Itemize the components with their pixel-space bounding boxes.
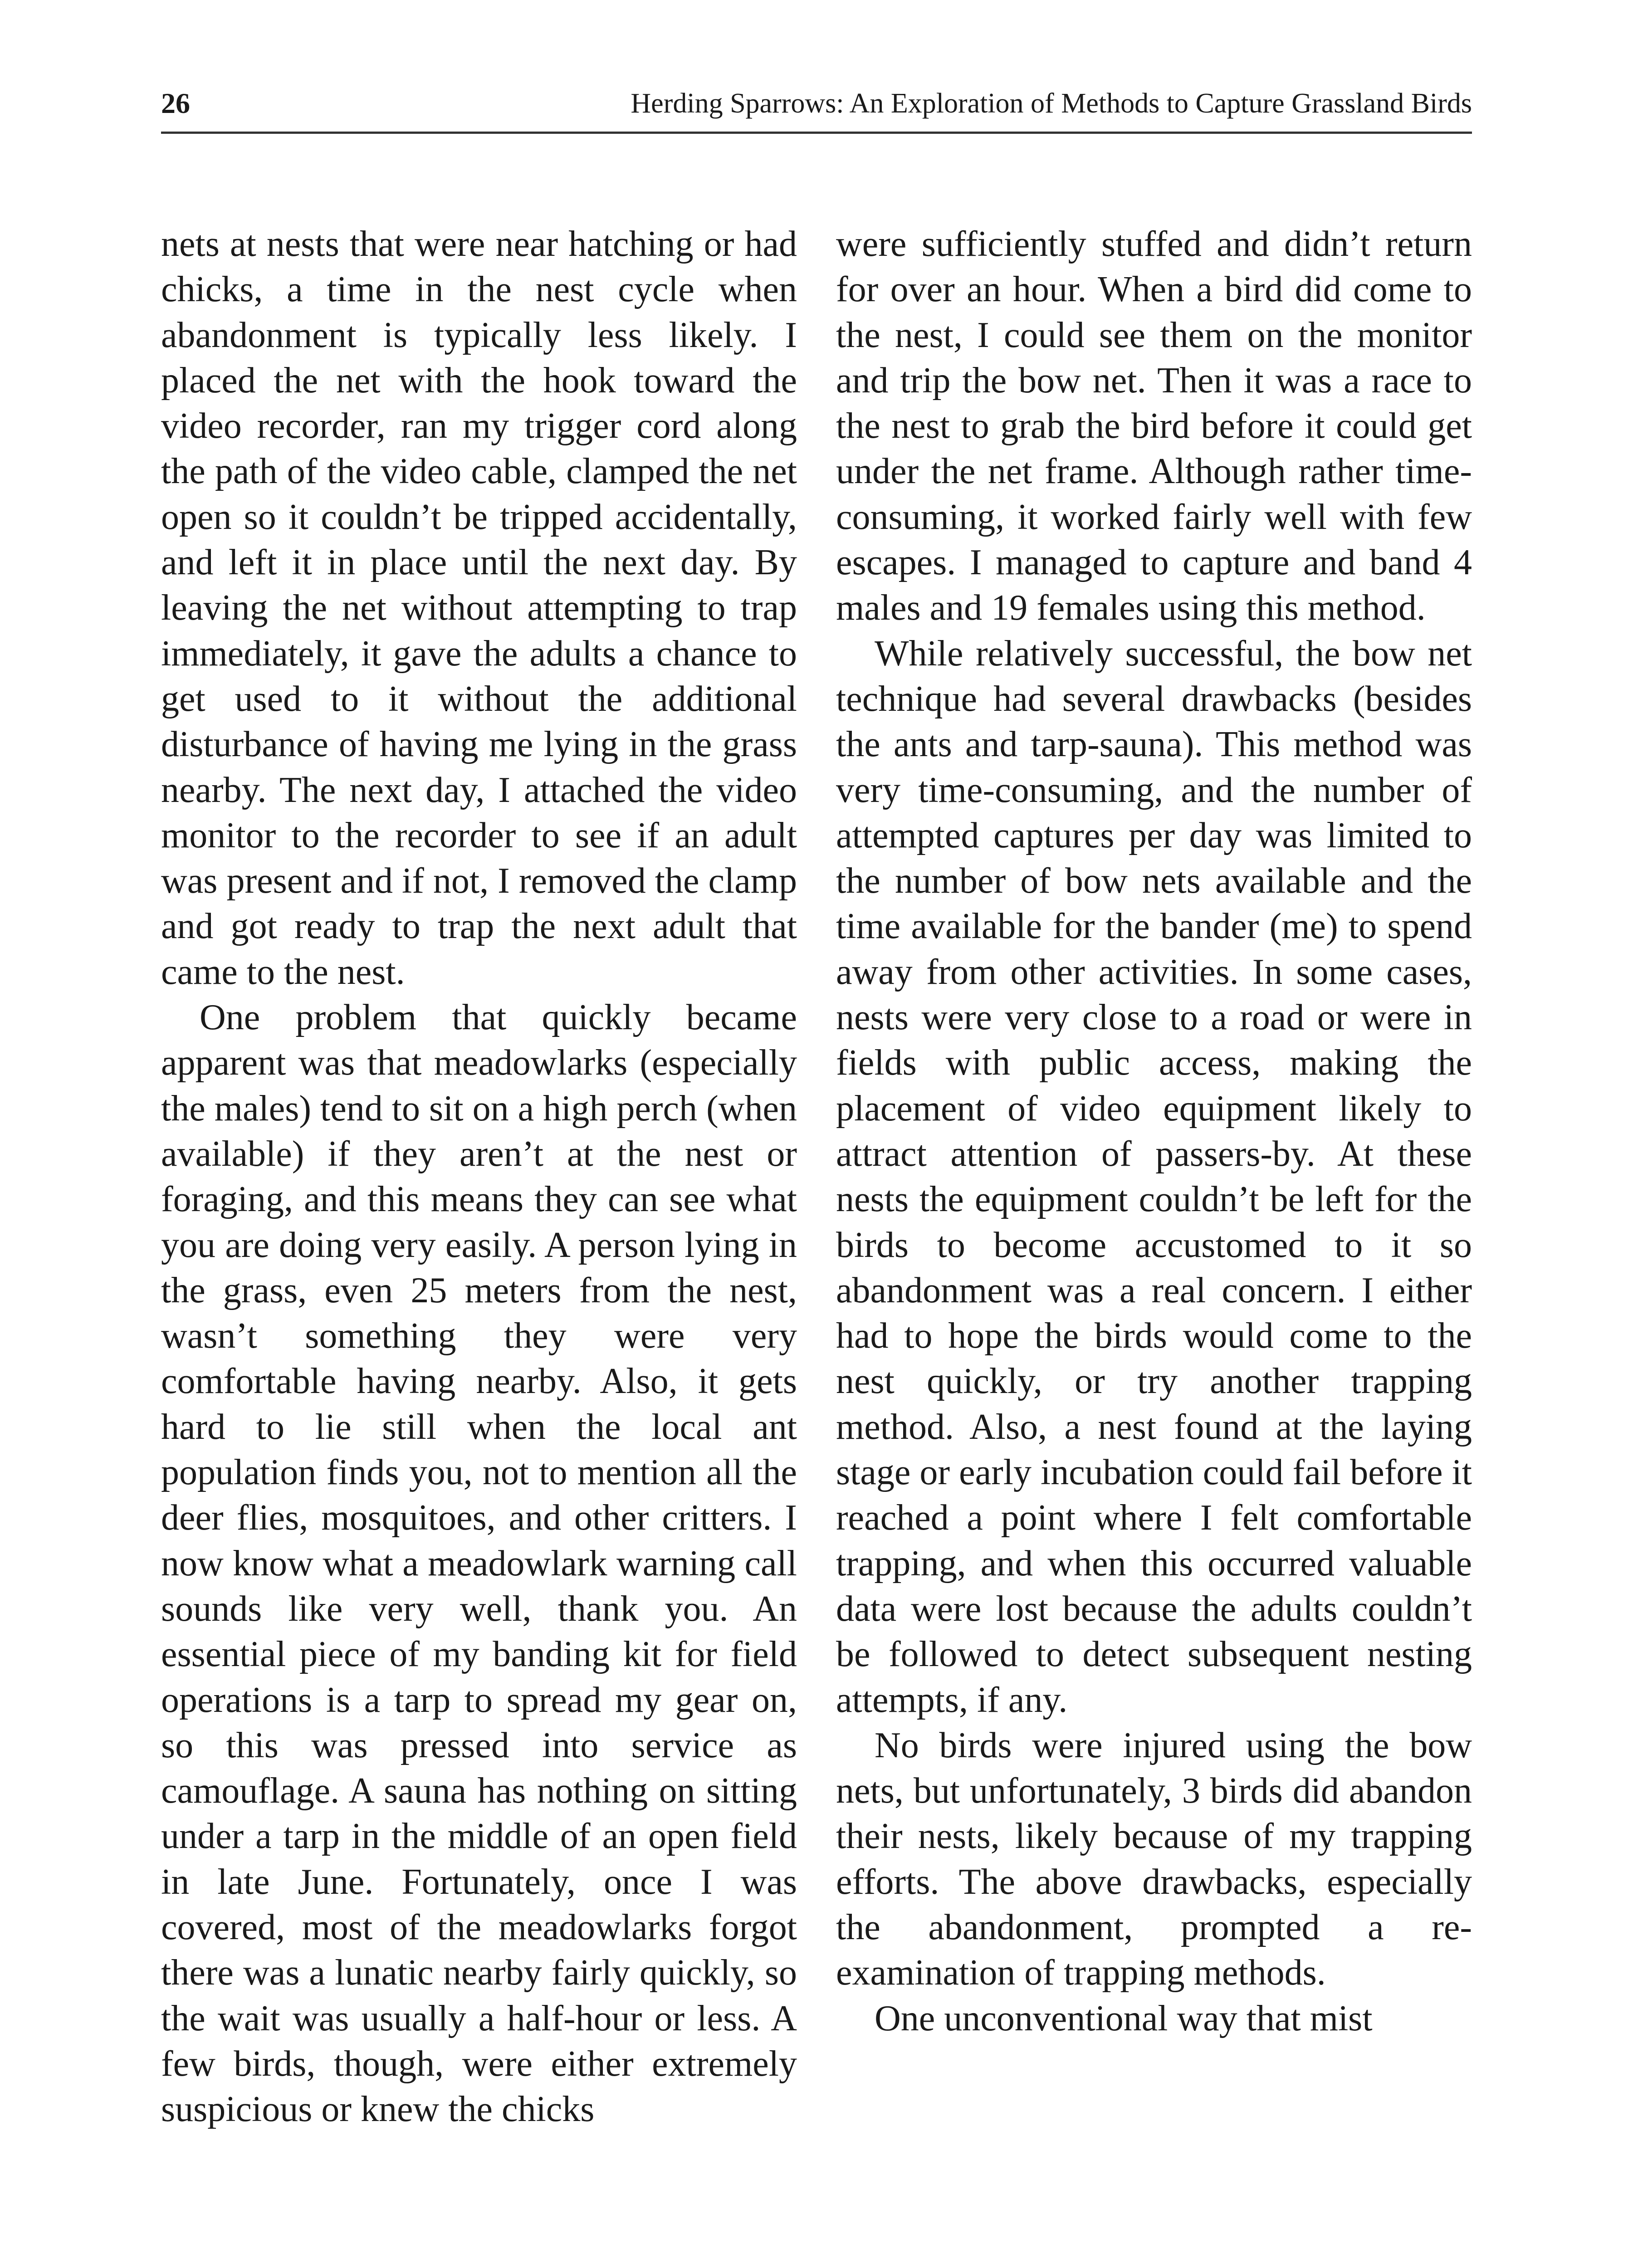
body-paragraph: One unconventional way that mist [875, 1998, 1373, 2038]
body-paragraph: While relatively successful, the bow net technique had several drawbacks (besides the ants and tarp-sauna). This method was very time-consuming, and the number of attempted captures per day was limited to the number of bow nets available and the time available for the bander (me) to spend away from other activities. In some cases, nests were very close to a road or were in fields with public access, making the placement of video equipment likely to attract attention of passers-by. At these nests the equipment couldn’t be left for the birds to become accustomed to it so abandonment was a real concern. I either had to hope the birds would come to the nest quickly, or try another trapping method. Also, a nest found at the laying stage or early incubation could fail before it reached a point where I felt comfortable trapping, and when this occurred valuable data were lost because the adults couldn’t be followed to detect subsequent nesting attempts, if any. [836, 633, 1472, 1720]
page-number: 26 [161, 87, 190, 119]
left-column [161, 221, 797, 2132]
body-paragraph: One problem that quickly became apparent was that meadowlarks (especially the males) tend to sit on a high perch (when available) if they aren’t at the nest or foraging, and this means they can see what you are doing very easily. A person lying in the grass, even 25 meters from the nest, wasn’t something they were very comfortable having nearby. Also, it gets hard to lie still when the local ant population finds you, not to mention all the deer flies, mosquitoes, and other critters. I now know what a meadowlark warning call sounds like very well, thank you. An essential piece of my banding kit for field operations is a tarp to spread my gear on, so this was pressed into service as camouflage. A sauna has nothing on sitting under a tarp in the middle of an open field in late June. Fortunately, once I was covered, most of the meadowlarks forgot there was a lunatic nearby fairly quickly, so the wait was usually a half-hour or less. A few birds, though, were either extremely suspicious or knew the chicks [161, 997, 797, 2130]
running-head [161, 82, 1472, 134]
body-paragraph: nets at nests that were near hatching or had chicks, a time in the nest cycle when abandonment is typically less likely. I placed the net with the hook toward the video recorder, ran my trigger cord along the path of the video cable, clamped the net open so it couldn’t be tripped accidentally, and left it in place until the next day. By leaving the net without attempting to trap immediately, it gave the adults a chance to get used to it without the additional disturbance of having me lying in the grass nearby. The next day, I attached the video monitor to the recorder to see if an adult was present and if not, I removed the clamp and got ready to trap the next adult that came to the nest. [161, 224, 797, 992]
body-paragraph: No birds were injured using the bow nets, but unfortunately, 3 birds did abandon their nests, likely because of my trapping efforts. The above drawbacks, especially the abandonment, prompted a re-examination of trapping methods. [836, 1725, 1472, 1993]
running-title: Herding Sparrows: An Exploration of Methods to Capture Grassland Birds [631, 88, 1472, 119]
right-column [836, 221, 1472, 2041]
body-paragraph: were sufficiently stuffed and didn’t return for over an hour. When a bird did come to the nest, I could see them on the monitor and trip the bow net. Then it was a race to the nest to grab the bird before it could get under the net frame. Although rather time-consuming, it worked fairly well with few escapes. I managed to capture and band 4 males and 19 females using this method. [836, 224, 1472, 628]
